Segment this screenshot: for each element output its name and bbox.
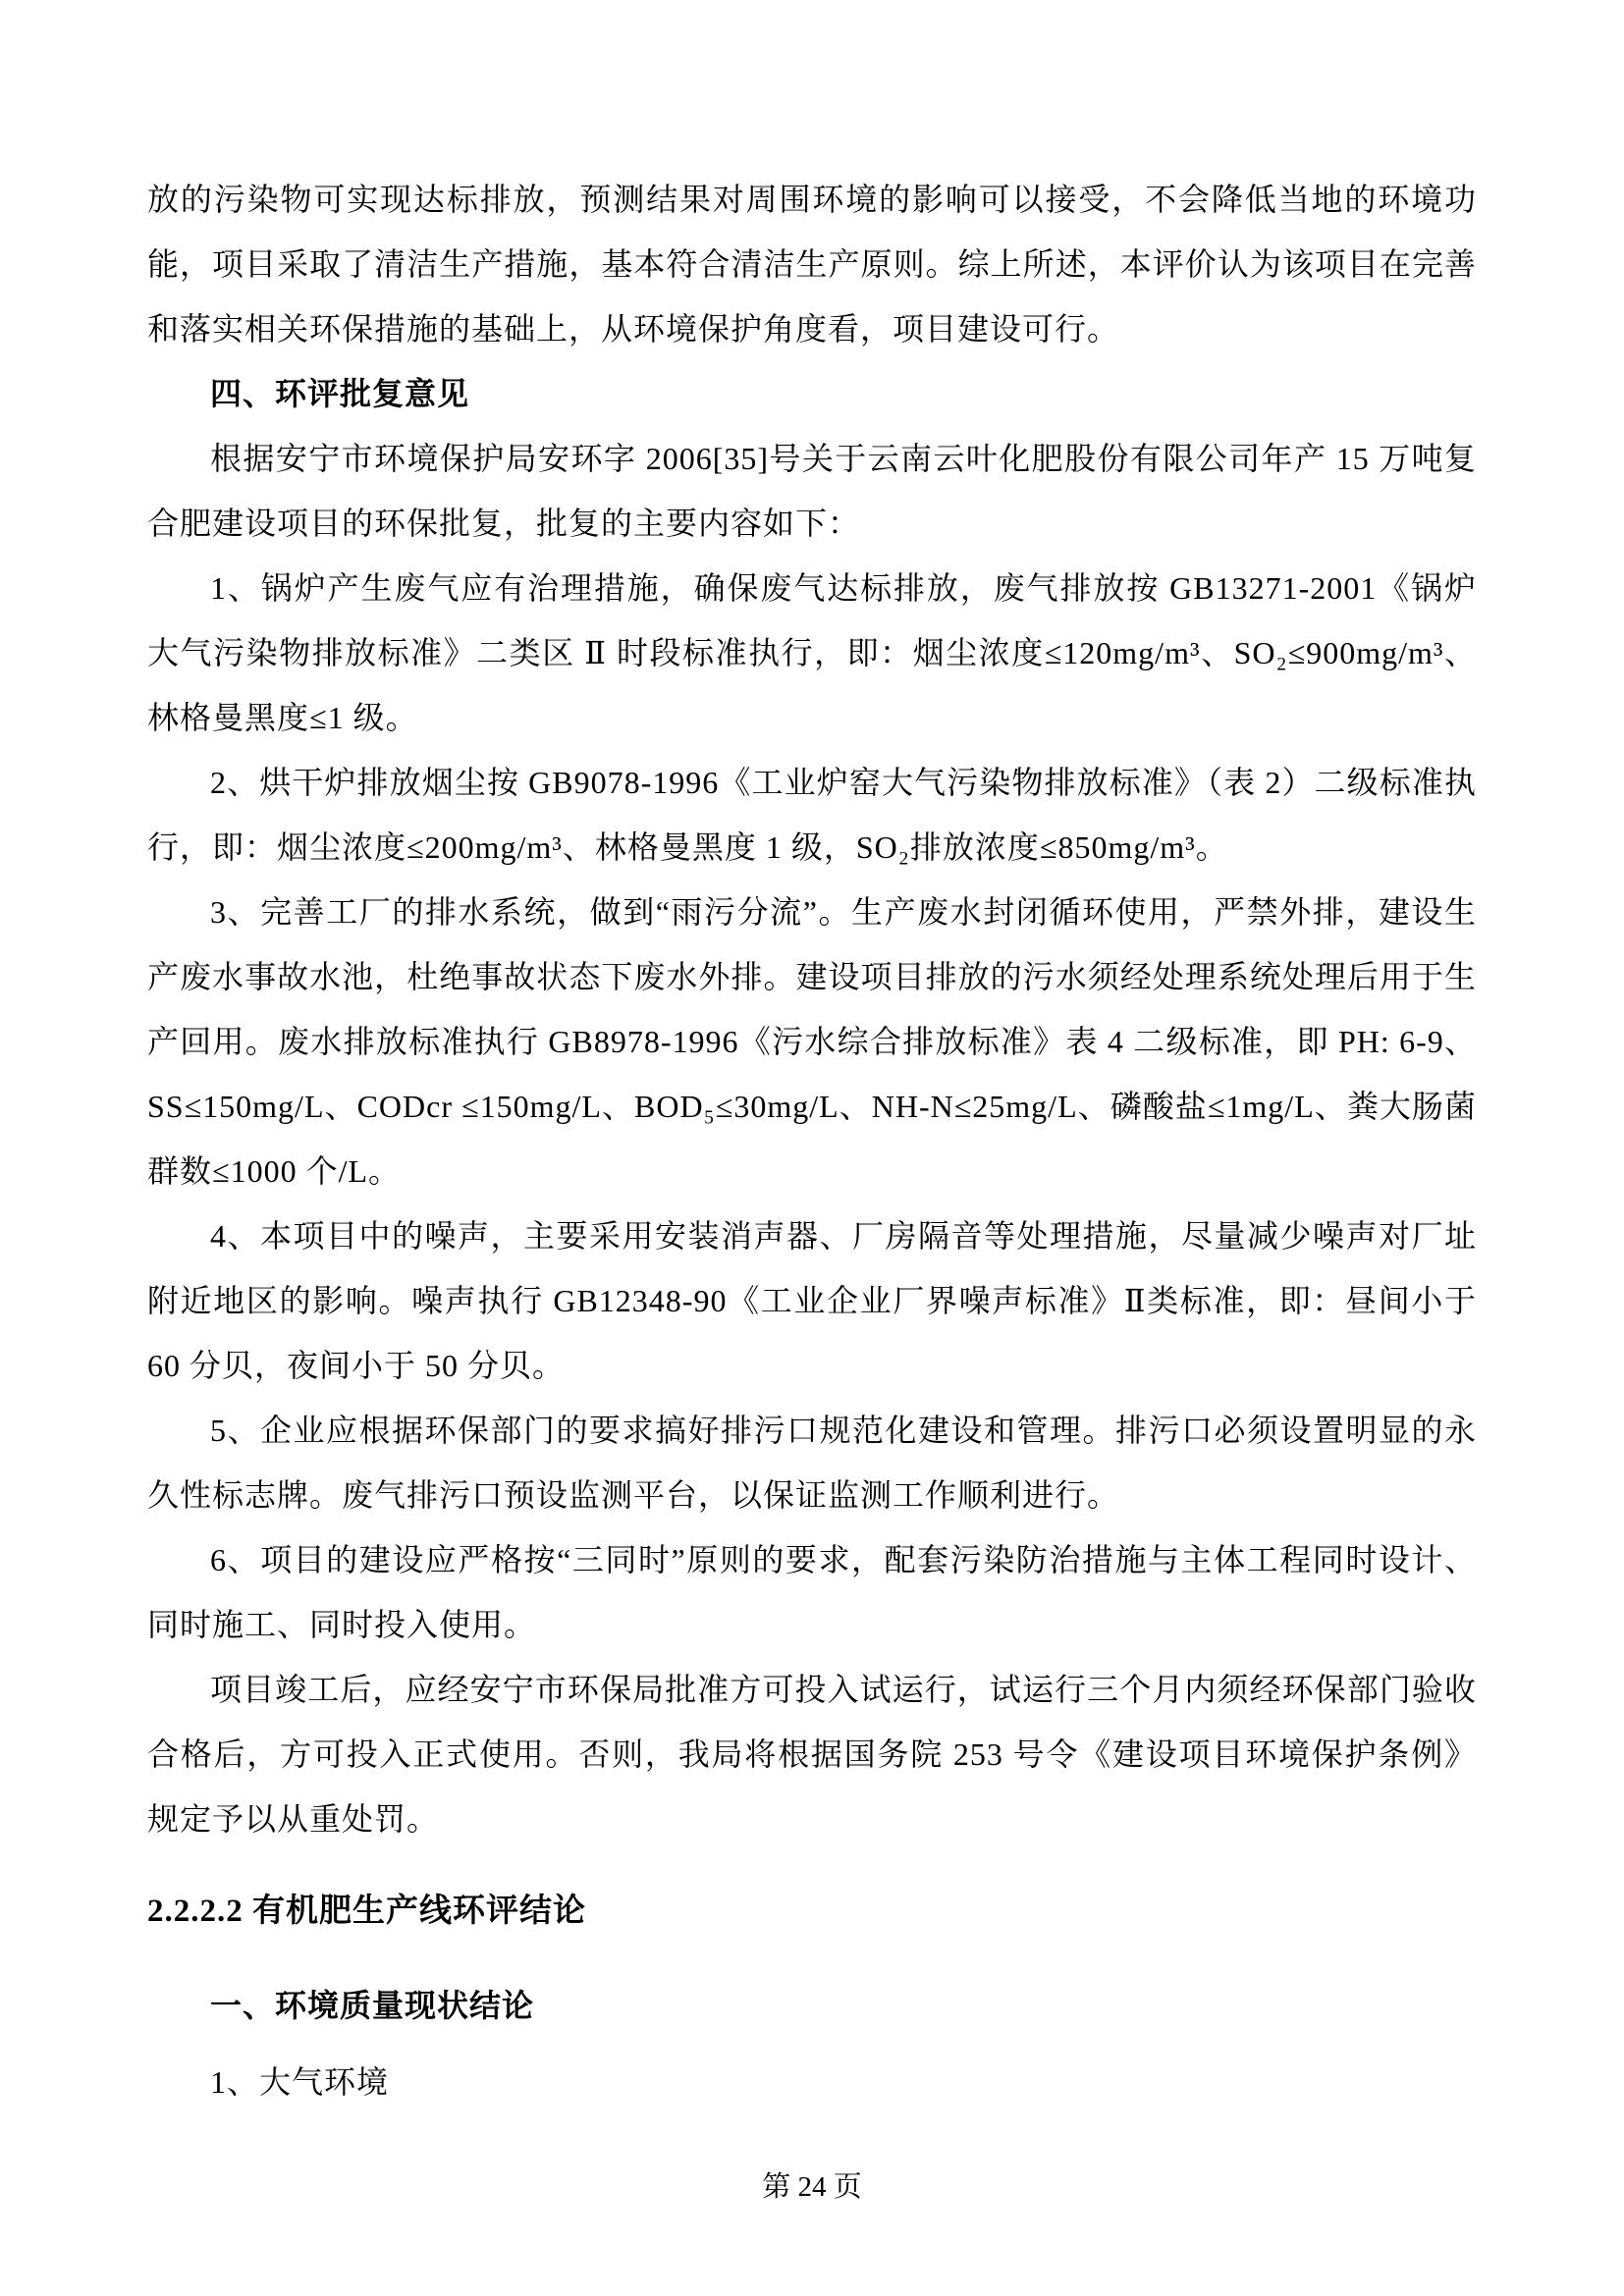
page-footer xyxy=(0,2167,1624,2207)
paragraph-conclusion-continuation: 放的污染物可实现达标排放，预测结果对周围环境的影响可以接受，不会降低当地的环境功能，项目采取了清洁生产措施，基本符合清洁生产原则。综上所述，本评价认为该项目在完善和落实相关环保措施的基础上，从环境保护角度看，项目建设可行。 xyxy=(147,182,1477,347)
paragraph-item-4-noise: 4、本项目中的噪声，主要采用安装消声器、厂房隔音等处理措施，尽量减少噪声对厂址附近地区的影响。噪声执行 GB12348-90《工业企业厂界噪声标准》Ⅱ类标准，即：昼间小于 60 分贝，夜间小于 50 分贝。 xyxy=(147,1218,1477,1383)
paragraph-item-3-wastewater: 3、完善工厂的排水系统，做到“雨污分流”。生产废水封闭循环使用，严禁外排，建设生产废水事故水池，杜绝事故状态下废水外排。建设项目排放的污水须经处理系统处理后用于生产回用。废水排放标准执行 GB8978-1996《污水综合排放标准》表 4 二级标准，即 PH: 6-9、SS≤150mg/L、CODcr ≤150mg/L、BOD₅≤30mg/L、NH-N≤25mg/L、磷酸盐≤1mg/L、粪大肠菌群数≤1000 个/L。 xyxy=(147,894,1477,1189)
paragraph-item-5-outlets: 5、企业应根据环保部门的要求搞好排污口规范化建设和管理。排污口必须设置明显的永久性标志牌。废气排污口预设监测平台，以保证监测工作顺利进行。 xyxy=(147,1413,1477,1513)
heading-organic-fertilizer-conclusion: 2.2.2.2 有机肥生产线环评结论 xyxy=(147,1894,586,1929)
heading-environment-quality-status: 一、环境质量现状结论 xyxy=(210,1988,535,2023)
paragraph-completion-acceptance: 项目竣工后，应经安宁市环保局批准方可投入试运行，试运行三个月内须经环保部门验收合格后，方可投入正式使用。否则，我局将根据国务院 253 号令《建设项目环境保护条例》规定予以从重处罚。 xyxy=(147,1672,1477,1837)
heading-approval-opinions: 四、环评批复意见 xyxy=(210,376,470,411)
document-body xyxy=(147,167,1477,2114)
page-number-label: 第 24 页 xyxy=(762,2171,862,2203)
paragraph-item-6-three-simultaneous: 6、项目的建设应严格按“三同时”原则的要求，配套污染防治措施与主体工程同时设计、同时施工、同时投入使用。 xyxy=(147,1542,1477,1642)
paragraph-atmospheric-environment: 1、大气环境 xyxy=(210,2064,390,2100)
paragraph-item-2-drying-furnace: 2、烘干炉排放烟尘按 GB9078-1996《工业炉窑大气污染物排放标准》（表 2）二级标准执行，即：烟尘浓度≤200mg/m³、林格曼黑度 1 级，SO₂排放浓度≤850mg/m³。 xyxy=(147,765,1477,865)
paragraph-approval-basis: 根据安宁市环境保护局安环字 2006[35]号关于云南云叶化肥股份有限公司年产 15 万吨复合肥建设项目的环保批复，批复的主要内容如下： xyxy=(147,441,1477,541)
paragraph-item-1-boiler-exhaust: 1、锅炉产生废气应有治理措施，确保废气达标排放，废气排放按 GB13271-2001《锅炉大气污染物排放标准》二类区 Ⅱ 时段标准执行，即：烟尘浓度≤120mg/m³、SO₂≤900mg/m³、林格曼黑度≤1 级。 xyxy=(147,570,1477,735)
